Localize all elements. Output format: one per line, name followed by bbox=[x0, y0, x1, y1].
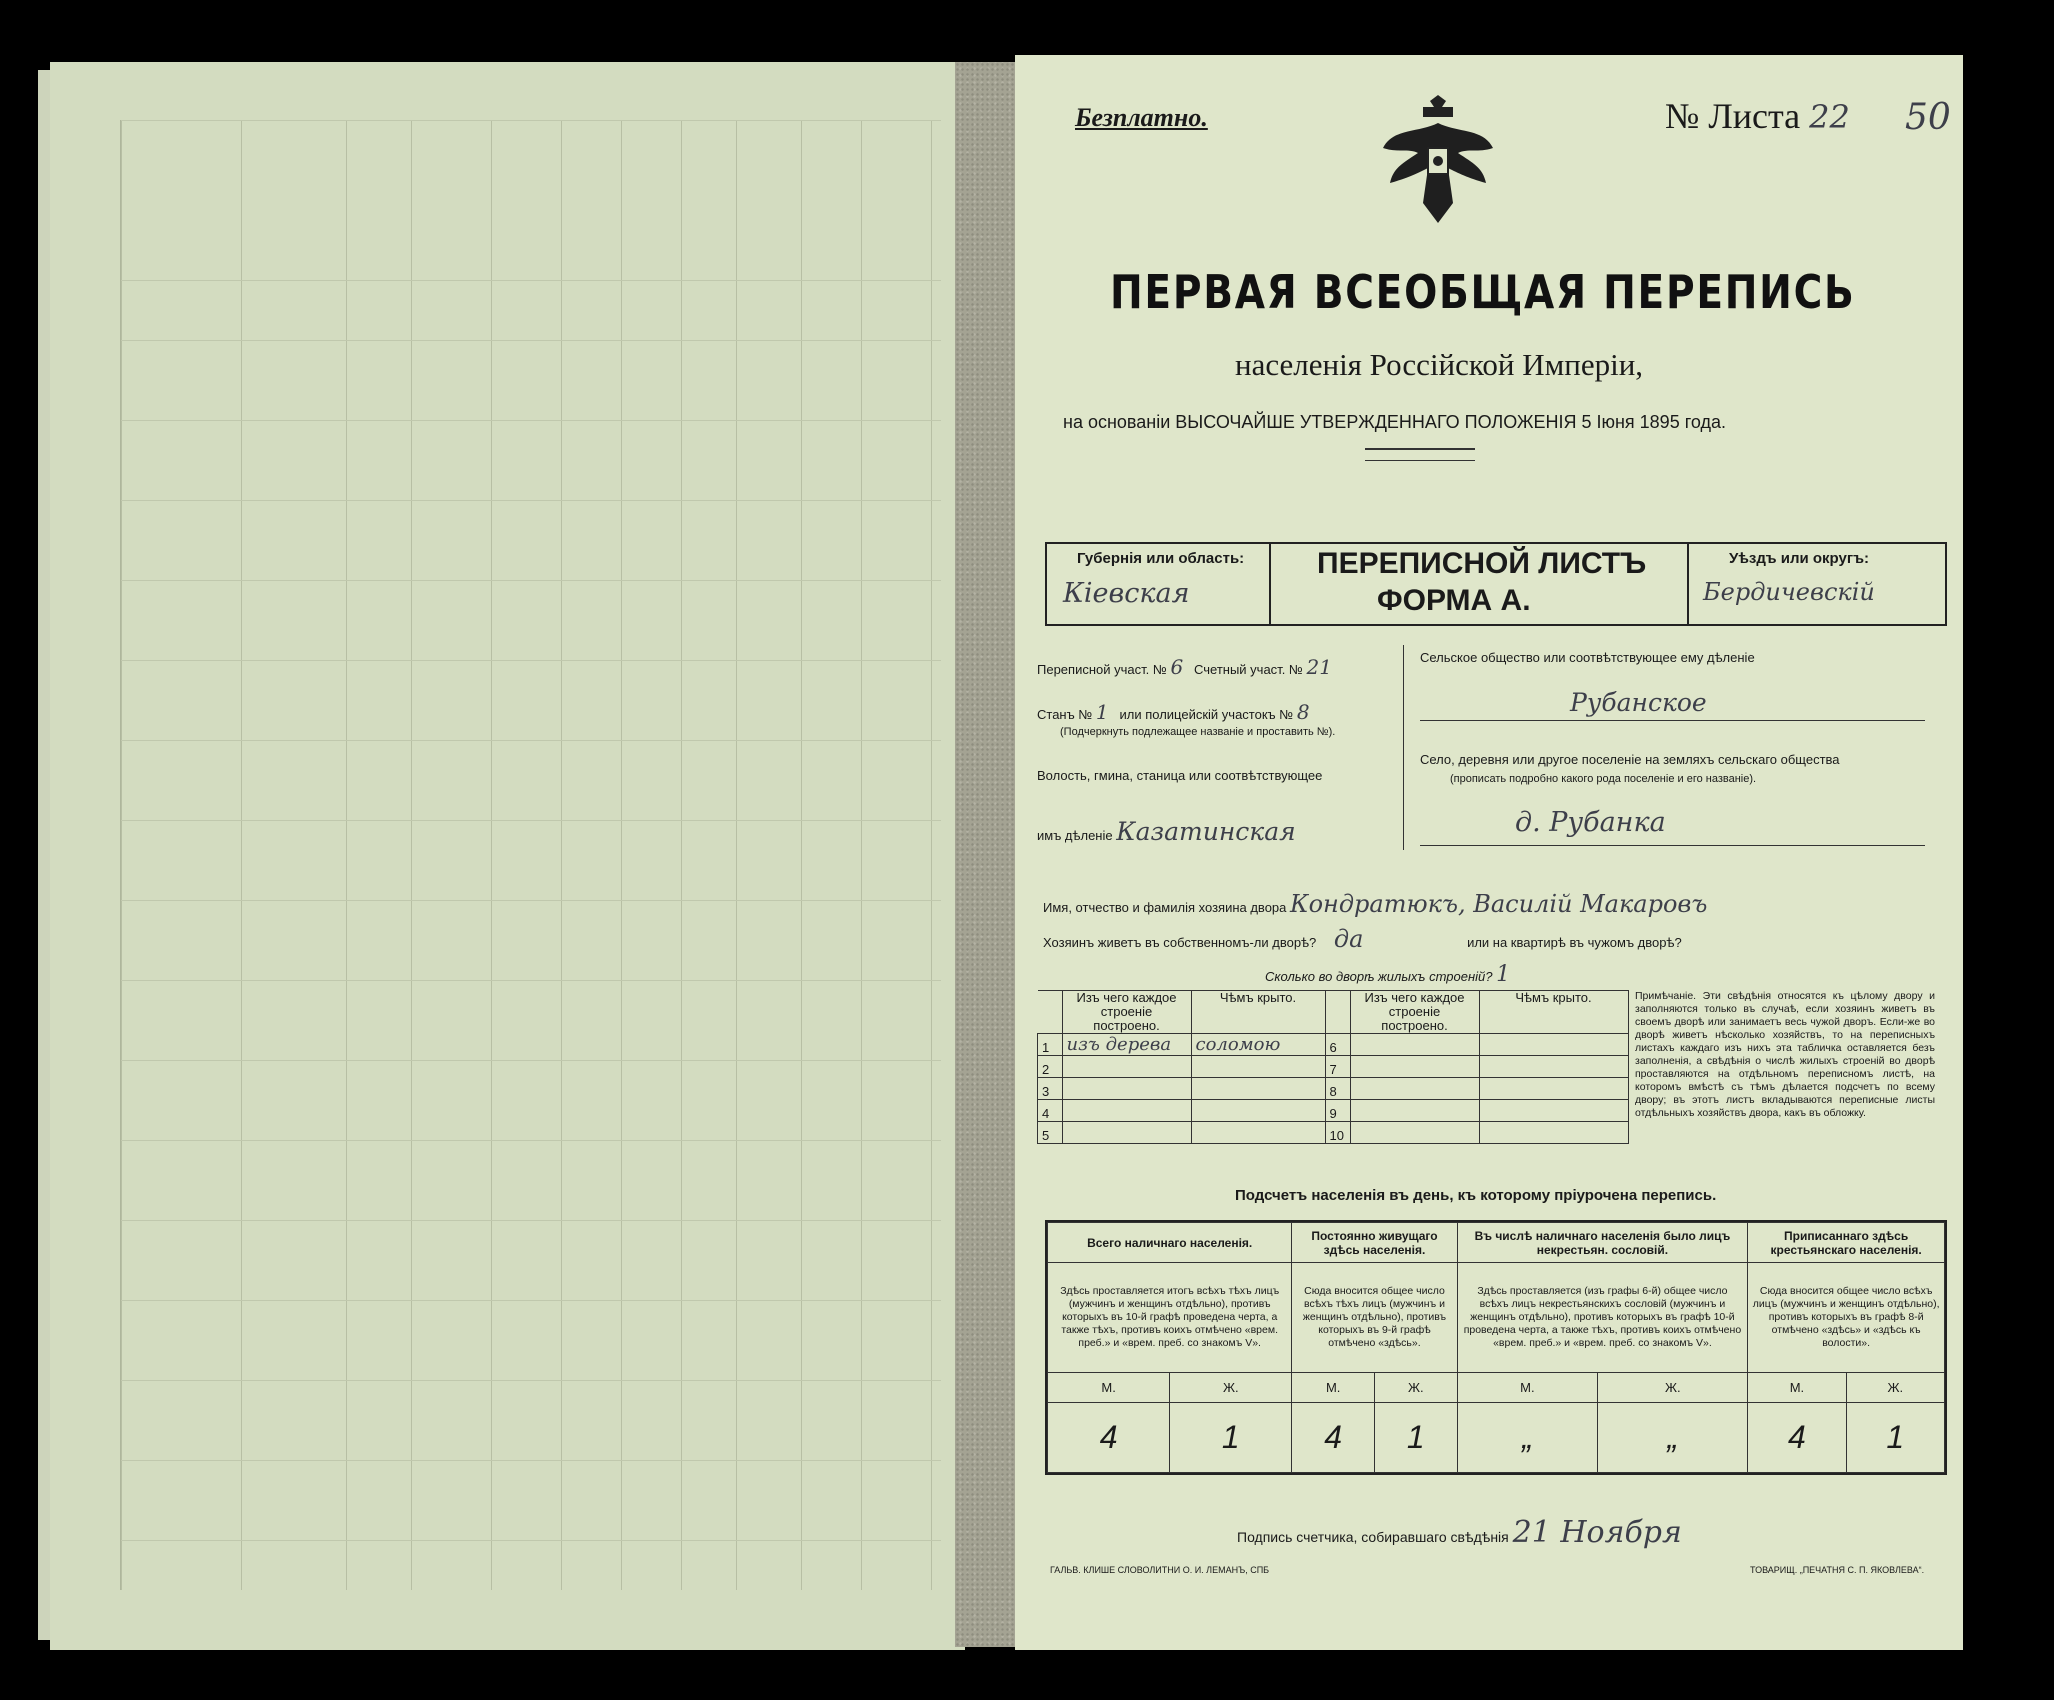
row-number: 6 bbox=[1325, 1034, 1350, 1056]
pop-title-1: Всего наличнаго населенія. bbox=[1048, 1223, 1292, 1263]
owner-value: Кондратюкъ, Василій Макаровъ bbox=[1290, 890, 1708, 918]
own-yard-row bbox=[1043, 925, 1682, 953]
province-cell bbox=[1047, 544, 1271, 624]
pop-value-f: 1 bbox=[1846, 1403, 1944, 1473]
signature-value: 21 Ноября bbox=[1512, 1515, 1682, 1550]
pop-desc-4: Сюда вносится общее число всѣхъ лицъ (мужчинъ и женщинъ отдѣльно), противъ которыхъ въ графѣ 8-й отмѣчено «здѣсь» и «здѣсь къ волости». bbox=[1748, 1263, 1945, 1373]
row-material: изъ дерева bbox=[1062, 1034, 1191, 1056]
row-roof bbox=[1479, 1078, 1628, 1100]
village-line bbox=[1420, 845, 1925, 846]
note-text: Примѣчаніе. Эти свѣдѣнія относятся къ цѣлому двору и заполняются только въ случаѣ, если хозяинъ живетъ въ своемъ дворѣ или занимаетъ весь чужой дворъ. Если-же во дворѣ живетъ нѣсколько хозяйствъ, то на переписныхъ листахъ каждаго изъ нихъ эта табличка оставляется безъ заполненія, а свѣдѣнія о числѣ жилыхъ строеній во дворѣ проставляются на отдѣльномъ переписномъ листѣ, на которомъ вмѣстѣ съ тѣмъ дѣлается подсчетъ по всему двору; въ этотъ листъ вкладываются переписные листы отдѣльныхъ хозяйствъ двора, какъ въ обложку. bbox=[1635, 990, 1935, 1119]
population-sex-labels bbox=[1048, 1373, 1945, 1403]
form-subtitle: ФОРМА А. bbox=[1377, 584, 1531, 617]
sex-label-m: М. bbox=[1457, 1373, 1598, 1403]
col-material-left: Изъ чего каждое строеніе построено. bbox=[1062, 991, 1191, 1034]
row-number: 1 bbox=[1038, 1034, 1063, 1056]
population-titles bbox=[1048, 1223, 1945, 1263]
buildings-value: 1 bbox=[1496, 962, 1511, 987]
row-number: 2 bbox=[1038, 1056, 1063, 1078]
count-area-label: Счетный участ. № bbox=[1194, 662, 1303, 677]
main-title: ПЕРВАЯ ВСЕОБЩАЯ ПЕРЕПИСЬ bbox=[1110, 265, 1856, 319]
pop-title-2: Постоянно живущаго здѣсь населенія. bbox=[1292, 1223, 1457, 1263]
rent-label: или на квартирѣ въ чужомъ дворѣ? bbox=[1467, 935, 1682, 950]
row-number: 10 bbox=[1325, 1122, 1350, 1144]
pop-title-4: Приписаннаго здѣсь крестьянскаго населенія. bbox=[1748, 1223, 1945, 1263]
sex-label-f: Ж. bbox=[1846, 1373, 1944, 1403]
population-values bbox=[1048, 1403, 1945, 1473]
table-row bbox=[1038, 1056, 1629, 1078]
sheet-number: 22 bbox=[1809, 98, 1850, 136]
row-material bbox=[1350, 1100, 1479, 1122]
district-value: Бердичевскій bbox=[1703, 578, 1875, 606]
row-number: 8 bbox=[1325, 1078, 1350, 1100]
population-descs bbox=[1048, 1263, 1945, 1373]
row-material bbox=[1350, 1122, 1479, 1144]
volost-label: Волость, гмина, станица или соотвѣтствующее bbox=[1037, 768, 1323, 783]
row-material bbox=[1350, 1078, 1479, 1100]
top-form-box bbox=[1045, 542, 1947, 626]
table-row bbox=[1038, 1078, 1629, 1100]
sex-label-f: Ж. bbox=[1598, 1373, 1748, 1403]
buildings-count-row bbox=[1265, 962, 1510, 987]
own-yard-value: да bbox=[1333, 925, 1364, 953]
col-roof-left: Чѣмъ крыто. bbox=[1191, 991, 1325, 1034]
row-roof bbox=[1479, 1034, 1628, 1056]
left-page bbox=[50, 62, 965, 1650]
row-number: 3 bbox=[1038, 1078, 1063, 1100]
pop-desc-3: Здѣсь проставляется (изъ графы 6-й) общее число всѣхъ лицъ некрестьянскихъ сословій (мужчинъ и женщинъ отдѣльно), противъ которыхъ въ графѣ 10-й проведена черта, а также тѣхъ, противъ коихъ отмѣчено «врем. преб.» и «врем. преб. со знакомъ V». bbox=[1457, 1263, 1748, 1373]
row-roof bbox=[1191, 1122, 1325, 1144]
police-label: или полицейскій участокъ № bbox=[1119, 707, 1294, 722]
sheet-label: № Листа bbox=[1665, 96, 1801, 136]
row-number: 5 bbox=[1038, 1122, 1063, 1144]
ornament-divider bbox=[1365, 448, 1475, 461]
police-value: 8 bbox=[1296, 700, 1310, 724]
free-label: Безплатно. bbox=[1075, 103, 1208, 132]
society-label: Сельское общество или соотвѣтствующее ему дѣленіе bbox=[1420, 650, 1755, 665]
buildings-label: Сколько во дворѣ жилыхъ строеній? bbox=[1265, 969, 1493, 984]
row-material bbox=[1350, 1056, 1479, 1078]
row-roof: соломою bbox=[1191, 1034, 1325, 1056]
stan-row bbox=[1037, 700, 1310, 724]
underline-note: (Подчеркнуть подлежащее названіе и проставить №). bbox=[1060, 726, 1336, 738]
sub-title: населенія Россійской Имперіи, bbox=[1235, 347, 1644, 382]
row-number: 4 bbox=[1038, 1100, 1063, 1122]
stan-label: Станъ № bbox=[1037, 707, 1093, 722]
pop-value-m: „ bbox=[1457, 1403, 1598, 1473]
page-number: 50 bbox=[1905, 97, 1951, 138]
pop-desc-1: Здѣсь проставляется итогъ всѣхъ тѣхъ лицъ (мужчинъ и женщинъ отдѣльно), противъ которыхъ въ 10-й графѣ проведена черта, а также тѣхъ, противъ коихъ отмѣчено «врем. преб.» и «врем. преб. со знакомъ V». bbox=[1048, 1263, 1292, 1373]
own-yard-label: Хозяинъ живетъ въ собственномъ-ли дворѣ? bbox=[1043, 935, 1317, 950]
buildings-table bbox=[1037, 990, 1629, 1144]
pop-desc-2: Сюда вносится общее число всѣхъ тѣхъ лицъ (мужчинъ и женщинъ отдѣльно), противъ которыхъ въ 9-й графѣ отмѣчено «здѣсь». bbox=[1292, 1263, 1457, 1373]
footer-right: ТОВАРИЩ. „ПЕЧАТНЯ С. П. ЯКОВЛЕВА“. bbox=[1750, 1565, 1925, 1575]
imperial-eagle-icon bbox=[1378, 93, 1498, 233]
census-form-page bbox=[1015, 55, 1963, 1650]
sex-label-f: Ж. bbox=[1170, 1373, 1292, 1403]
population-heading: Подсчетъ населенія въ день, къ которому пріурочена перепись. bbox=[1235, 1187, 1717, 1204]
population-table bbox=[1045, 1220, 1947, 1475]
census-area-value: 6 bbox=[1170, 655, 1184, 679]
pop-title-3: Въ числѣ наличнаго населенія было лицъ некрестьян. сословій. bbox=[1457, 1223, 1748, 1263]
census-area-row bbox=[1037, 655, 1332, 679]
table-row bbox=[1038, 1100, 1629, 1122]
pop-value-f: 1 bbox=[1374, 1403, 1457, 1473]
stan-value: 1 bbox=[1095, 700, 1109, 724]
sex-label-f: Ж. bbox=[1374, 1373, 1457, 1403]
village-note: (прописать подробно какого рода поселеніе и его названіе). bbox=[1450, 773, 1757, 785]
row-number: 9 bbox=[1325, 1100, 1350, 1122]
table-row bbox=[1038, 1034, 1629, 1056]
form-title: ПЕРЕПИСНОЙ ЛИСТЪ bbox=[1317, 547, 1647, 580]
pop-value-f: 1 bbox=[1170, 1403, 1292, 1473]
sex-label-m: М. bbox=[1048, 1373, 1170, 1403]
row-material bbox=[1062, 1056, 1191, 1078]
province-label: Губернія или область: bbox=[1077, 550, 1245, 567]
village-value: д. Рубанка bbox=[1515, 807, 1666, 838]
buildings-table-header bbox=[1038, 991, 1629, 1034]
table-row bbox=[1038, 1122, 1629, 1144]
society-line bbox=[1420, 720, 1925, 721]
pop-value-f: „ bbox=[1598, 1403, 1748, 1473]
society-value: Рубанское bbox=[1570, 688, 1707, 717]
signature-row bbox=[1237, 1515, 1682, 1550]
volost-label2: имъ дѣленіе bbox=[1037, 828, 1113, 843]
basis-line: на основаніи ВЫСОЧАЙШЕ УТВЕРЖДЕННАГО ПОЛОЖЕНІЯ 5 Іюня 1895 года. bbox=[1063, 412, 1727, 432]
sheet-number-label bbox=[1665, 95, 1850, 137]
sex-label-m: М. bbox=[1292, 1373, 1375, 1403]
volost-row bbox=[1037, 817, 1296, 846]
pop-value-m: 4 bbox=[1048, 1403, 1170, 1473]
row-roof bbox=[1191, 1056, 1325, 1078]
col-material-right: Изъ чего каждое строеніе построено. bbox=[1350, 991, 1479, 1034]
signature-label: Подпись счетчика, собиравшаго свѣдѣнія bbox=[1237, 1529, 1509, 1545]
pop-value-m: 4 bbox=[1748, 1403, 1846, 1473]
column-divider bbox=[1403, 645, 1404, 850]
row-material bbox=[1062, 1122, 1191, 1144]
district-cell bbox=[1687, 544, 1947, 624]
district-label: Уѣздъ или округъ: bbox=[1729, 550, 1870, 567]
left-page-grid bbox=[120, 120, 941, 1590]
row-roof bbox=[1479, 1122, 1628, 1144]
pop-value-m: 4 bbox=[1292, 1403, 1375, 1473]
row-material bbox=[1062, 1100, 1191, 1122]
volost-value: Казатинская bbox=[1116, 817, 1296, 846]
count-area-value: 21 bbox=[1306, 655, 1332, 679]
row-roof bbox=[1479, 1056, 1628, 1078]
census-area-label: Переписной участ. № bbox=[1037, 662, 1167, 677]
row-roof bbox=[1191, 1100, 1325, 1122]
owner-label: Имя, отчество и фамилія хозяина двора bbox=[1043, 900, 1287, 915]
row-material bbox=[1350, 1034, 1479, 1056]
owner-row bbox=[1043, 890, 1707, 918]
col-roof-right: Чѣмъ крыто. bbox=[1479, 991, 1628, 1034]
province-value: Кіевская bbox=[1063, 578, 1190, 609]
row-material bbox=[1062, 1078, 1191, 1100]
village-label: Село, деревня или другое поселеніе на земляхъ сельскаго общества bbox=[1420, 752, 1840, 767]
row-roof bbox=[1479, 1100, 1628, 1122]
footer-left: ГАЛЬВ. КЛИШЕ СЛОВОЛИТНИ О. И. ЛЕМАНЪ, СПБ bbox=[1050, 1565, 1270, 1575]
sex-label-m: М. bbox=[1748, 1373, 1846, 1403]
row-roof bbox=[1191, 1078, 1325, 1100]
row-number: 7 bbox=[1325, 1056, 1350, 1078]
